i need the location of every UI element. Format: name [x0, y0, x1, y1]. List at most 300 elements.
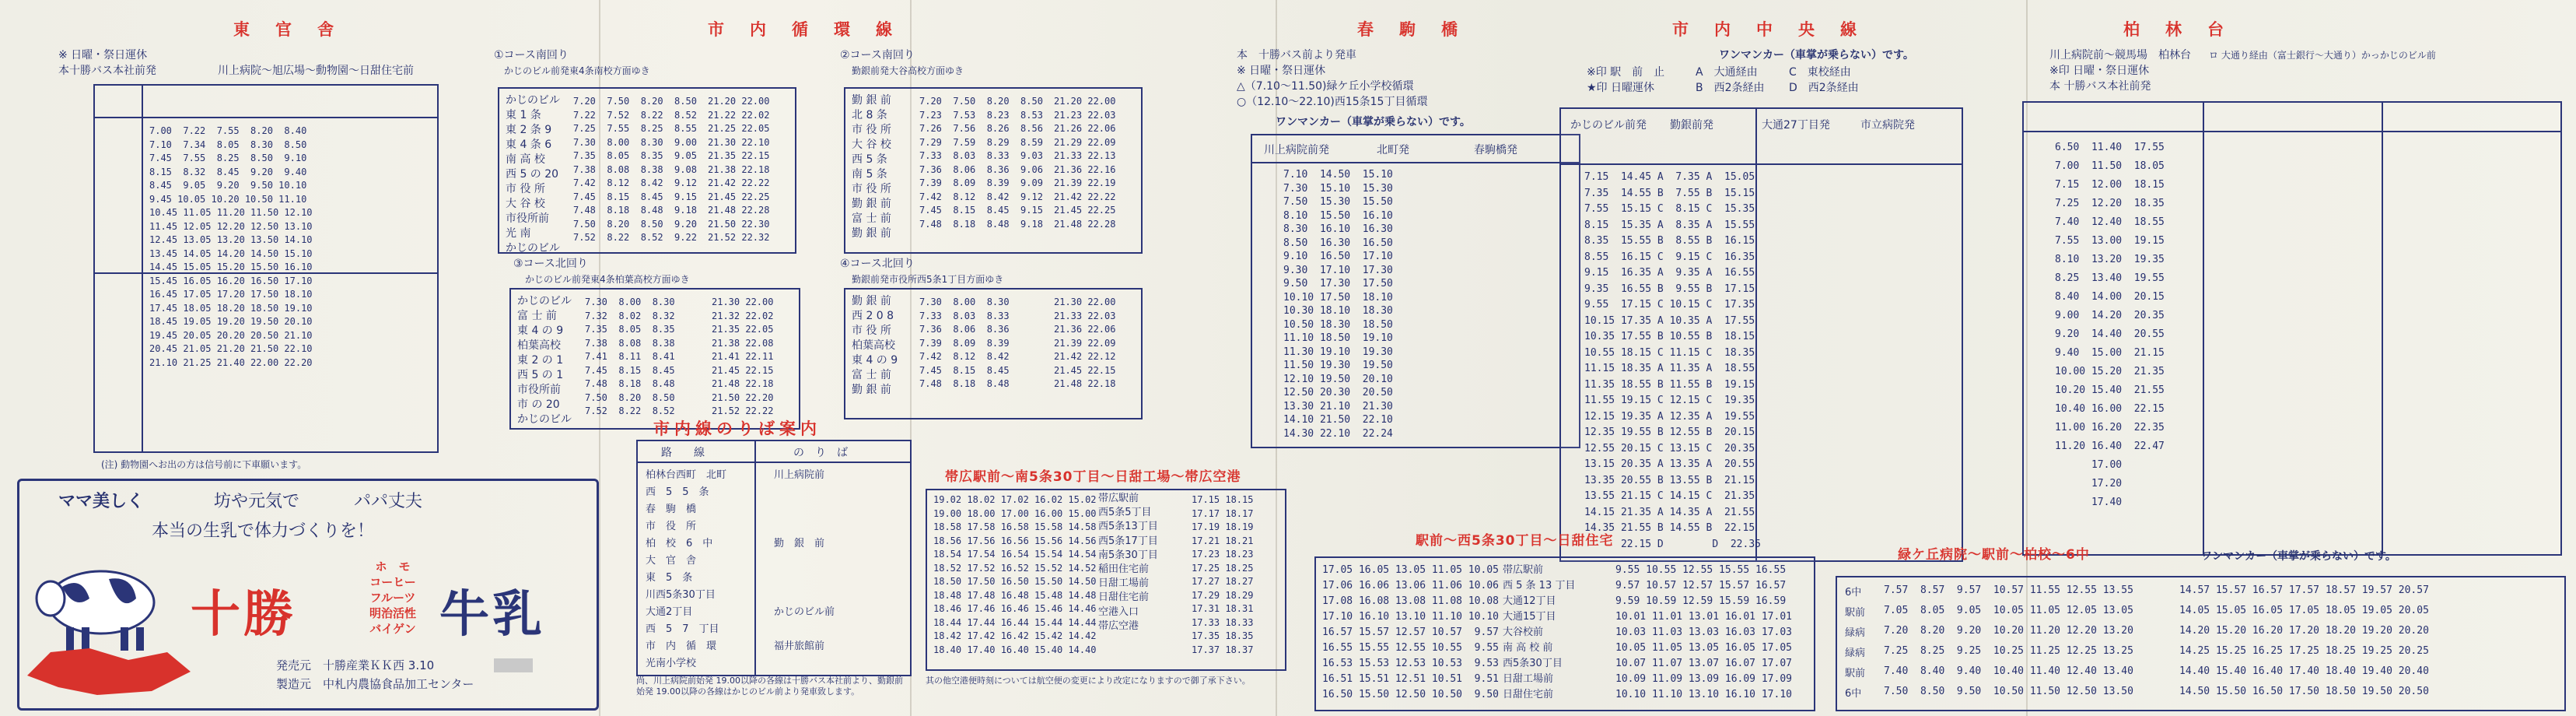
guide-route: 西 5 5 条 — [646, 486, 709, 498]
stop-name: 大 谷 校 — [506, 198, 545, 210]
col-header: 春駒橋発 — [1474, 144, 1517, 156]
oneman-note: ワンマンカー（車掌が乗らない）です。 — [1276, 116, 1471, 128]
nishi5-box — [1314, 556, 1815, 711]
note: ※印 日曜・祭日運休 — [2049, 65, 2150, 77]
time-row: 17.27 18.27 — [1192, 576, 1254, 587]
time-row: 21.10 21.25 21.40 22.00 22.20 — [149, 356, 313, 368]
stop-name: 西5条13丁目 — [1098, 521, 1158, 533]
time-row: 18.44 17.44 16.44 15.44 14.44 — [933, 616, 1097, 628]
guide-stop: 勤 銀 前 — [774, 538, 825, 549]
course-box-2 — [844, 87, 1143, 254]
time-row: 11.00 16.20 22.35 — [2055, 422, 2165, 433]
time-row: 17.00 — [2055, 459, 2123, 471]
time-row: 19.02 18.02 17.02 16.02 15.02 — [933, 494, 1097, 505]
stop-name: 北 8 条 — [852, 109, 887, 121]
time-row: 18.50 17.50 16.50 15.50 14.50 — [933, 576, 1097, 587]
time-row: 6.50 11.40 17.55 — [2055, 142, 2165, 153]
time-row: 11.35 18.55 B 11.55 B 19.15 — [1584, 378, 1755, 391]
time-row: 14.25 15.25 16.25 17.25 18.25 19.25 20.25 — [2179, 645, 2429, 657]
time-row: 7.42 8.12 8.42 9.12 — [919, 191, 1043, 202]
oneman-note: ワンマンカー（車掌が乗らない）です。 — [2201, 550, 2396, 563]
time-row: 8.15 8.32 8.45 9.20 9.40 — [149, 166, 307, 177]
stop-name: 勤 銀 前 — [852, 198, 891, 210]
time-row: 17.33 18.33 — [1192, 616, 1254, 628]
time-row: 8.15 15.35 A 8.35 A 15.55 — [1584, 219, 1755, 231]
time-row: 7.20 7.50 8.20 8.50 — [919, 96, 1043, 107]
stop-name: 市 役 所 — [852, 325, 891, 337]
col-header: 川上病院前発 — [1264, 144, 1329, 156]
time-row: 13.35 20.55 B 13.55 B 21.15 — [1584, 474, 1755, 486]
guide-stop: 福井旅館前 — [774, 641, 825, 652]
time-row: 7.45 8.15 8.45 — [919, 364, 1010, 376]
time-row: 21.42 22.12 — [1054, 351, 1116, 362]
time-row: 14.30 22.10 22.24 — [1283, 427, 1393, 440]
stop-name: 富 士 前 — [517, 310, 557, 322]
time-row: 7.25 8.25 9.25 10.25 11.25 12.25 13.25 — [1884, 645, 2133, 657]
time-row: 16.57 15.57 12.57 10.57 9.57 — [1322, 626, 1499, 638]
time-row: 8.55 16.15 C 9.15 C 16.35 — [1584, 251, 1755, 263]
time-row: 17.35 18.35 — [1192, 630, 1254, 641]
guide-box — [636, 440, 912, 676]
time-row: 21.33 22.03 — [1054, 310, 1116, 321]
time-row: 21.30 22.00 — [1054, 297, 1116, 307]
time-row: 14.50 15.50 16.50 17.50 18.50 19.50 20.50 — [2179, 686, 2429, 697]
time-row: 7.48 8.18 8.48 9.18 — [573, 205, 697, 216]
stop-name: 6中 — [1845, 587, 1862, 598]
time-row: 7.40 12.40 18.55 — [2055, 216, 2165, 228]
course-label: ②コース南回り — [840, 49, 915, 61]
stop-name: 日甜工場前 — [1503, 673, 1554, 685]
time-row: 20.45 21.05 21.20 21.50 22.10 — [149, 343, 313, 354]
time-row: 21.33 22.13 — [1054, 150, 1116, 161]
time-row: 18.48 17.48 16.48 15.48 14.48 — [933, 589, 1097, 601]
course-box-4 — [844, 288, 1143, 419]
time-row: 21.50 22.30 — [708, 218, 770, 230]
time-row: 7.38 8.08 8.38 — [585, 337, 675, 349]
course-sub: 勤銀前発市役所西5条1丁目方面ゆき — [852, 274, 1004, 285]
stop-name: 勤 銀 前 — [852, 94, 891, 107]
note: 川上病院前～競馬場 柏林台 — [2049, 49, 2191, 61]
course-label: ④コース北回り — [840, 258, 915, 270]
time-row: 7.50 15.30 15.50 — [1283, 196, 1393, 208]
stop-name: かじのビル — [506, 94, 560, 107]
time-row: 18.46 17.46 16.46 15.46 14.46 — [933, 603, 1097, 614]
time-row: 12.15 19.35 A 12.35 A 19.55 — [1584, 410, 1755, 423]
midori-box — [1836, 576, 2566, 711]
stop-name: 市役所前 — [517, 384, 561, 396]
time-row: 11.10 18.50 19.10 — [1283, 332, 1393, 344]
time-row: 10.40 16.00 22.15 — [2055, 403, 2165, 415]
time-row: 11.20 16.40 22.47 — [2055, 440, 2165, 452]
stop-name: 西5条5丁目 — [1098, 507, 1152, 519]
stop-name: 南 高 校 前 — [1503, 642, 1553, 654]
stop-name: 東 2 の 1 — [517, 354, 564, 367]
time-row: 21.30 22.00 — [712, 297, 774, 307]
time-row: 21.48 22.18 — [712, 378, 774, 389]
hakurin-box — [2022, 101, 2562, 556]
time-row: 21.32 22.02 — [712, 310, 774, 321]
time-row: 13.55 21.15 C 14.15 C 21.35 — [1584, 490, 1755, 502]
stop-name: 大 谷 校 — [852, 139, 891, 151]
time-row: 21.29 22.09 — [1054, 136, 1116, 148]
section-title-guide: 市内線のりば案内 — [653, 419, 821, 438]
time-row: 7.40 8.40 9.40 10.40 11.40 12.40 13.40 — [1884, 665, 2133, 677]
time-row: 7.00 11.50 18.05 — [2055, 160, 2165, 172]
time-row: 14.35 21.55 B 14.55 B 22.15 — [1584, 522, 1755, 534]
stop-name: 西 5 条 — [852, 153, 887, 166]
time-row: 21.22 22.02 — [708, 109, 770, 121]
product-type: ホ モ — [375, 560, 411, 574]
time-row: 7.55 15.15 C 8.15 C 15.35 — [1584, 203, 1755, 215]
stop-name: 市役所前 — [506, 212, 549, 225]
stop-name: 空港入口 — [1098, 605, 1139, 618]
stop-name: 駅前 — [1845, 668, 1866, 679]
time-row: 7.15 12.00 18.15 — [2055, 179, 2165, 191]
time-row: 21.20 22.00 — [1054, 96, 1116, 107]
time-row: 8.10 13.20 19.35 — [2055, 254, 2165, 265]
time-row: 17.19 18.19 — [1192, 521, 1254, 532]
brand-name: 十勝 — [191, 586, 296, 644]
time-row: 8.35 15.55 B 8.55 B 16.15 — [1584, 235, 1755, 247]
time-row: 7.32 8.02 8.32 — [585, 310, 675, 321]
stop-name: かじのビル — [506, 242, 560, 254]
stop-name: 東 1 条 — [506, 109, 541, 121]
time-row: 9.40 15.00 21.15 — [2055, 347, 2165, 359]
time-row: 10.15 17.35 A 10.35 A 17.55 — [1584, 314, 1755, 327]
time-row: 10.35 17.55 B 10.55 B 18.15 — [1584, 331, 1755, 342]
time-row: 14.40 15.40 16.40 17.40 18.40 19.40 20.40 — [2179, 665, 2429, 677]
section-title-nishi5: 駅前～西5条30丁目～日甜住宅 — [1416, 533, 1614, 549]
footnote: (注) 動物園へお出の方は信号前に下車願います。 — [101, 459, 307, 470]
course-sub: かじのビル前発東4条柏葉高校方面ゆき — [525, 274, 690, 285]
section-title-obihiro: 帯広駅前～南5条30丁目～日甜工場～帯広空港 — [945, 469, 1241, 485]
time-row: 11.50 19.30 19.50 — [1283, 360, 1393, 371]
stop-name: 南 5 条 — [852, 168, 887, 181]
time-row: 7.50 8.50 9.50 10.50 11.50 12.50 13.50 — [1884, 686, 2133, 697]
time-row: 8.45 9.05 9.20 9.50 10.10 — [149, 180, 307, 191]
stop-name: 市 の 20 — [517, 398, 560, 411]
time-row: 10.03 11.03 13.03 16.03 17.03 — [1615, 626, 1792, 638]
time-row: 9.57 10.57 12.57 15.57 16.57 — [1615, 580, 1787, 591]
time-row: 7.35 14.55 B 7.55 B 15.15 — [1584, 187, 1755, 199]
ad-slogan: ママ美しく — [58, 492, 145, 511]
time-row: 7.48 8.18 8.48 — [919, 378, 1010, 389]
time-row: 17.29 18.29 — [1192, 589, 1254, 601]
time-row: 19.45 20.05 20.20 20.50 21.10 — [149, 329, 313, 341]
time-row: 7.52 8.22 8.52 — [585, 405, 675, 416]
guide-route: 市 内 循 環 — [646, 641, 717, 652]
section-title-chuou: 市 内 中 央 線 — [1672, 20, 1861, 39]
time-row: 14.15 21.35 A 14.35 A 21.55 — [1584, 506, 1755, 518]
stop-name: 東 2 条 9 — [506, 124, 552, 136]
time-row: 10.55 18.15 C 11.15 C 18.35 — [1584, 346, 1755, 359]
guide-route: 川西5条30丁目 — [646, 589, 716, 601]
time-row: 17.45 18.05 18.20 18.50 19.10 — [149, 302, 313, 314]
product-type: 明治活性 — [369, 606, 416, 620]
time-row: 7.20 8.20 9.20 10.20 11.20 12.20 13.20 — [1884, 625, 2133, 637]
time-row: 7.33 8.03 8.33 — [919, 310, 1010, 321]
stop-name: 西 5 条 13 丁目 — [1503, 580, 1576, 591]
stop-name: 大谷校前 — [1503, 626, 1544, 638]
time-row: 7.38 8.08 8.38 9.08 — [573, 163, 697, 175]
note: ○（12.10～22.10)西15条15丁目循環 — [1237, 96, 1428, 108]
time-row: 12.55 20.15 C 13.15 C 20.35 — [1584, 442, 1755, 455]
time-row: 7.33 8.03 8.33 9.03 — [919, 150, 1043, 161]
stop-name: 西 5 の 20 — [506, 168, 559, 181]
obihiro-note: 其の他空港便時刻については航空便の変更により改定になりますので御了承下さい。 — [926, 676, 1251, 686]
stop-name: 東 4 の 9 — [517, 325, 564, 337]
stop-name: 南5条30丁目 — [1098, 549, 1158, 561]
time-row: 9.55 10.55 12.55 15.55 16.55 — [1615, 564, 1787, 576]
guide-header: の り ば — [793, 447, 848, 459]
time-row: 7.42 8.12 8.42 9.12 — [573, 177, 697, 188]
product-type: フルーツ — [369, 591, 416, 605]
guide-note: 尚、川上病院前始発 19.00以降の各線は十勝バス本社前より、勤銀前始発 19.00以降の各線はかじのビル前より発車致します。 — [636, 676, 903, 697]
time-row: 16.50 15.50 12.50 10.50 9.50 — [1322, 689, 1499, 700]
time-row: 14.45 15.05 15.20 15.50 16.10 — [149, 261, 313, 272]
note: 本 十勝バス本社前発 — [2049, 80, 2151, 93]
time-row: 22.15 D D 22.35 — [1584, 538, 1761, 550]
time-row: 17.20 — [2055, 478, 2123, 490]
time-row: 17.40 — [2055, 497, 2123, 508]
time-row: 17.10 16.10 13.10 11.10 10.10 — [1322, 611, 1499, 623]
time-row: 7.30 8.00 8.30 — [919, 297, 1010, 307]
time-row: 21.41 22.11 — [712, 351, 774, 362]
guide-header: 路 線 — [661, 447, 705, 459]
time-row: 7.36 8.06 8.36 — [919, 324, 1010, 335]
note: 本 十勝バス前より発車 — [1237, 49, 1356, 61]
time-row: 21.45 22.25 — [708, 191, 770, 202]
time-row: 11.55 19.15 C 12.15 C 19.35 — [1584, 395, 1755, 406]
time-row: 21.42 22.22 — [1054, 191, 1116, 202]
time-row: 21.48 22.18 — [1054, 378, 1116, 389]
time-row: 21.23 22.03 — [1054, 109, 1116, 121]
time-row: 17.37 18.37 — [1192, 644, 1254, 655]
time-row: 7.52 8.22 8.52 9.22 — [573, 232, 697, 243]
time-row: 7.48 8.18 8.48 — [585, 378, 675, 389]
time-row: 8.50 16.30 16.50 — [1283, 237, 1393, 249]
stop-name: 日甜住宅前 — [1503, 689, 1554, 700]
legend: ★印 日曜運休 — [1587, 82, 1655, 94]
note: ※ 日曜・祭日運休 — [58, 49, 148, 61]
timetable-box — [93, 84, 439, 453]
time-row: 8.25 13.40 19.55 — [2055, 272, 2165, 284]
time-row: 7.15 14.45 A 7.35 A 15.05 — [1584, 171, 1755, 183]
time-row: 12.50 20.30 20.50 — [1283, 387, 1393, 398]
section-title-harukoma: 春 駒 橋 — [1357, 20, 1462, 39]
stop-name: かじのビル — [517, 295, 572, 307]
time-row: 7.39 8.09 8.39 9.09 — [919, 177, 1043, 188]
time-row: 21.38 22.18 — [708, 163, 770, 175]
time-row: 7.00 7.22 7.55 8.20 8.40 — [149, 125, 307, 136]
maker: 製造元 中札内農協食品加工センター — [276, 677, 474, 691]
time-row: 21.39 22.09 — [1054, 337, 1116, 349]
time-row: 7.30 8.00 8.30 — [585, 297, 675, 307]
time-row: 9.59 10.59 12.59 15.59 16.59 — [1615, 595, 1787, 607]
route-note: 川上病院～旭広場～動物園～日甜住宅前 — [218, 65, 414, 77]
oneman-note: ワンマンカー（車掌が乗らない）です。 — [1719, 49, 1914, 61]
time-row: 21.45 22.15 — [712, 364, 774, 376]
time-row: 21.26 22.06 — [1054, 123, 1116, 134]
time-row: 21.35 22.05 — [712, 324, 774, 335]
time-row: 21.36 22.06 — [1054, 324, 1116, 335]
time-row: 11.15 18.35 A 11.35 A 18.55 — [1584, 363, 1755, 374]
guide-stop: 川上病院前 — [774, 469, 825, 481]
time-row: 17.05 16.05 13.05 11.05 10.05 — [1322, 564, 1499, 576]
time-row: 18.42 17.42 16.42 15.42 14.42 — [933, 630, 1097, 641]
legend: A 大通経由 — [1696, 66, 1758, 79]
stop-name: 富 士 前 — [852, 212, 891, 225]
time-row: 9.20 14.40 20.55 — [2055, 328, 2165, 340]
guide-stop: かじのビル前 — [774, 606, 835, 618]
time-row: 7.23 7.53 8.23 8.53 — [919, 109, 1043, 121]
time-row: 7.20 7.50 8.20 8.50 — [573, 96, 697, 107]
time-row: 7.30 8.00 8.30 9.00 — [573, 136, 697, 148]
time-row: 16.55 15.55 12.55 10.55 9.55 — [1322, 642, 1499, 654]
stop-name: 日甜工場前 — [1098, 577, 1150, 590]
time-row: 7.10 7.34 8.05 8.30 8.50 — [149, 139, 307, 150]
section-title-midori: 緑ケ丘病院～駅前～柏校～6中 — [1898, 547, 2090, 563]
time-row: 17.23 18.23 — [1192, 549, 1254, 560]
time-row: 7.57 8.57 9.57 10.57 11.55 12.55 13.55 — [1884, 584, 2133, 596]
time-row: 18.45 19.05 19.20 19.50 20.10 — [149, 316, 313, 327]
time-row: 7.39 8.09 8.39 — [919, 337, 1010, 349]
time-row: 7.45 7.55 8.25 8.50 9.10 — [149, 153, 307, 163]
time-row: 10.05 11.05 13.05 16.05 17.05 — [1615, 642, 1792, 654]
time-row: 9.15 16.35 A 9.35 A 16.55 — [1584, 267, 1755, 279]
stop-name: 西 5 の 1 — [517, 369, 564, 381]
stop-name: 市 役 所 — [852, 124, 891, 136]
stop-name: 市 役 所 — [506, 183, 545, 195]
stop-name: 柏葉高校 — [517, 339, 561, 352]
stop-name: かじのビル — [517, 413, 572, 426]
time-row: 8.40 14.00 20.15 — [2055, 291, 2165, 303]
guide-route: 東 5 条 — [646, 572, 693, 584]
time-row: 11.45 12.05 12.20 12.50 13.10 — [149, 220, 313, 232]
stop-name: 帯広駅前 — [1098, 493, 1139, 504]
guide-route: 大 官 舎 — [646, 555, 697, 567]
route-note: ロ 大通り経由（富士銀行～大通り）かっかじのビル前 — [2209, 50, 2436, 61]
time-row: 16.45 17.05 17.20 17.50 18.10 — [149, 289, 313, 300]
legend: D 西2条経由 — [1789, 82, 1859, 94]
time-row: 17.06 16.06 13.06 11.06 10.06 — [1322, 580, 1499, 591]
guide-route: 西 5 7 丁目 — [646, 623, 719, 635]
time-row: 9.45 10.05 10.20 10.50 11.10 — [149, 193, 307, 205]
time-row: 7.36 8.06 8.36 9.06 — [919, 163, 1043, 175]
time-row: 21.25 22.05 — [708, 123, 770, 134]
time-row: 7.41 8.11 8.41 — [585, 351, 675, 362]
time-row: 21.48 22.28 — [1054, 218, 1116, 230]
time-row: 13.30 21.10 21.30 — [1283, 400, 1393, 412]
time-row: 7.25 12.20 18.35 — [2055, 198, 2165, 209]
stop-name: 勤 銀 前 — [852, 227, 891, 240]
guide-route: 柏林台西町 北町 — [646, 469, 727, 481]
time-row: 9.35 16.55 B 9.55 B 17.15 — [1584, 283, 1755, 295]
time-row: 10.00 15.20 21.35 — [2055, 366, 2165, 377]
stop-name: 西 2 0 8 — [852, 310, 894, 322]
guide-route: 光南小学校 — [646, 658, 697, 669]
stop-name: 帯広駅前 — [1503, 564, 1544, 576]
stop-name: 稲田住宅前 — [1098, 563, 1150, 576]
time-row: 9.10 16.50 17.10 — [1283, 251, 1393, 262]
time-row: 7.25 7.55 8.25 8.55 — [573, 123, 697, 134]
stop-name: 帯広空港 — [1098, 619, 1139, 632]
note: 本十勝バス本社前発 — [58, 65, 156, 77]
time-row: 21.39 22.19 — [1054, 177, 1116, 188]
time-row: 11.30 19.10 19.30 — [1283, 346, 1393, 358]
col-header: 大通27丁目発 — [1762, 119, 1830, 132]
maker: 発売元 十勝産業ＫＫ西 3.10 — [276, 658, 435, 672]
time-row: 10.30 18.10 18.30 — [1283, 305, 1393, 317]
time-row: 21.20 22.00 — [708, 96, 770, 107]
time-row: 9.30 17.10 17.30 — [1283, 264, 1393, 276]
stop-name: 日甜住宅前 — [1098, 591, 1150, 604]
time-row: 18.58 17.58 16.58 15.58 14.58 — [933, 521, 1097, 532]
ad-slogan: 本当の生乳で体力づくりを！ — [152, 521, 375, 541]
col-header: かじのビル前発 — [1570, 119, 1647, 132]
time-row: 7.48 8.18 8.48 9.18 — [919, 218, 1043, 230]
stop-name: 大通15丁目 — [1503, 611, 1556, 623]
time-row: 18.54 17.54 16.54 15.54 14.54 — [933, 549, 1097, 560]
time-row: 13.45 14.05 14.20 14.50 15.10 — [149, 247, 313, 259]
time-row: 17.25 18.25 — [1192, 562, 1254, 574]
legend: ※印 駅 前 止 — [1587, 66, 1665, 79]
time-row: 12.45 13.05 13.20 13.50 14.10 — [149, 234, 313, 245]
time-row: 7.45 8.15 8.45 — [585, 364, 675, 376]
time-row: 17.31 18.31 — [1192, 603, 1254, 614]
time-row: 7.42 8.12 8.42 — [919, 351, 1010, 362]
course-sub: かじのビル前発東4条南校方面ゆき — [504, 65, 650, 76]
col-header: 市立病院発 — [1860, 119, 1915, 132]
stop-name: 勤 銀 前 — [852, 384, 891, 396]
time-row: 10.10 17.50 18.10 — [1283, 291, 1393, 304]
time-row: 21.48 22.28 — [708, 205, 770, 216]
time-row: 7.45 8.15 8.45 9.15 — [573, 191, 697, 202]
time-row: 10.50 18.30 18.50 — [1283, 318, 1393, 331]
stop-name: 西5条17丁目 — [1098, 535, 1158, 547]
time-row: 17.08 16.08 13.08 11.08 10.08 — [1322, 595, 1499, 607]
section-title-higashi: 東 官 舎 — [233, 20, 338, 39]
stop-name: 西5条30丁目 — [1503, 658, 1563, 669]
time-row: 16.53 15.53 12.53 10.53 9.53 — [1322, 658, 1499, 669]
redaction — [494, 658, 533, 672]
time-row: 21.36 22.16 — [1054, 163, 1116, 175]
stop-name: 富 士 前 — [852, 369, 891, 381]
stop-name: 大通12丁目 — [1503, 595, 1556, 607]
legend: B 西2条経由 — [1696, 82, 1765, 94]
guide-route: 大通2丁目 — [646, 606, 693, 618]
stop-name: 6中 — [1845, 688, 1862, 700]
time-row: 14.05 15.05 16.05 17.05 18.05 19.05 20.05 — [2179, 605, 2429, 616]
time-row: 7.45 8.15 8.45 9.15 — [919, 205, 1043, 216]
hokkaido-map — [19, 637, 198, 699]
stop-name: 緑病 — [1845, 627, 1866, 639]
ad-slogan: 坊や元気で — [214, 492, 300, 511]
product-type: コーヒー — [369, 575, 416, 589]
time-row: 10.10 11.10 13.10 16.10 17.10 — [1615, 689, 1792, 700]
obihiro-box — [926, 489, 1286, 671]
time-row: 15.45 16.05 16.20 16.50 17.10 — [149, 275, 313, 286]
stop-name: 柏葉高校 — [852, 339, 895, 352]
time-row: 7.22 7.52 8.22 8.52 — [573, 109, 697, 121]
time-row: 18.56 17.56 16.56 15.56 14.56 — [933, 535, 1097, 546]
guide-route: 柏 校 6 中 — [646, 538, 713, 549]
time-row: 17.15 18.15 — [1192, 494, 1254, 505]
time-row: 17.17 18.17 — [1192, 507, 1254, 519]
course-label: ①コース南回り — [494, 49, 569, 61]
product-type: バイゲン — [369, 622, 416, 636]
stop-name: 光 南 — [506, 227, 531, 240]
